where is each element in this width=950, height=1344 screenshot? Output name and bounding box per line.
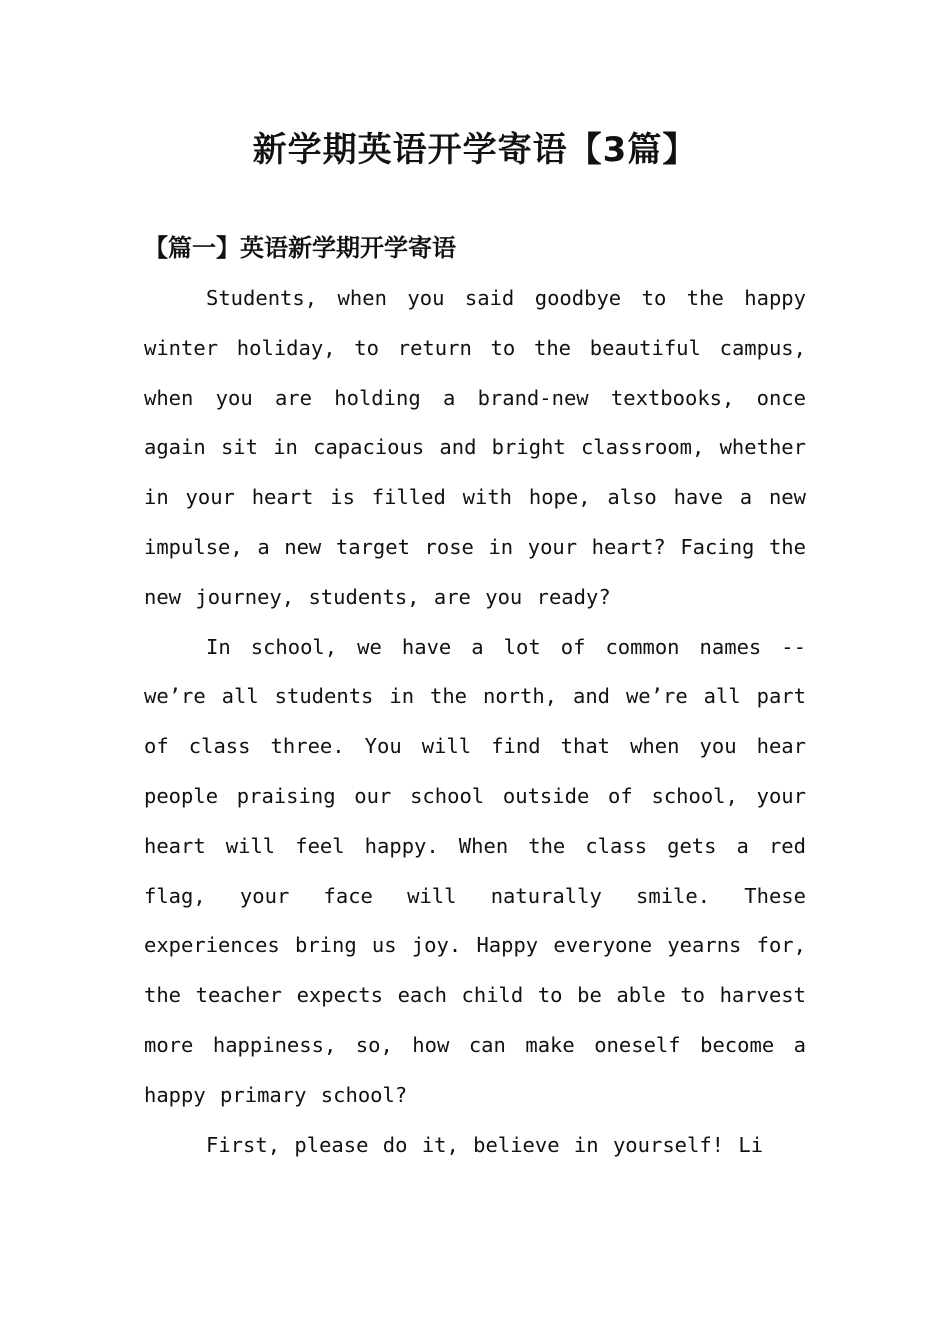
document-body <box>144 274 806 1170</box>
paragraph-2: In school, we have a lot of common names -- we’re all students in the north, and we’re all part of class three. You will find that when you hear people praising our school outside of school, your heart will feel happy. When the class gets a red flag, your face will naturally smile. These experiences bring us joy. Happy everyone yearns for, the teacher expects each child to be able to harvest more happiness, so, how can make oneself become a happy primary school? <box>144 634 806 1107</box>
paragraph-3: First, please do it, believe in yourself! Li <box>206 1132 764 1157</box>
paragraph-1: Students, when you said goodbye to the happy winter holiday, to return to the beautiful campus, when you are holding a brand-new textbooks, once again sit in capacious and bright classroom, whether in your heart is filled with hope, also have a new impulse, a new target rose in your heart? Facing the new journey, students, are you ready? <box>144 286 806 609</box>
document-title: 新学期英语开学寄语【3篇】 <box>252 130 698 170</box>
section-heading: 【篇一】英语新学期开学寄语 <box>144 233 456 262</box>
